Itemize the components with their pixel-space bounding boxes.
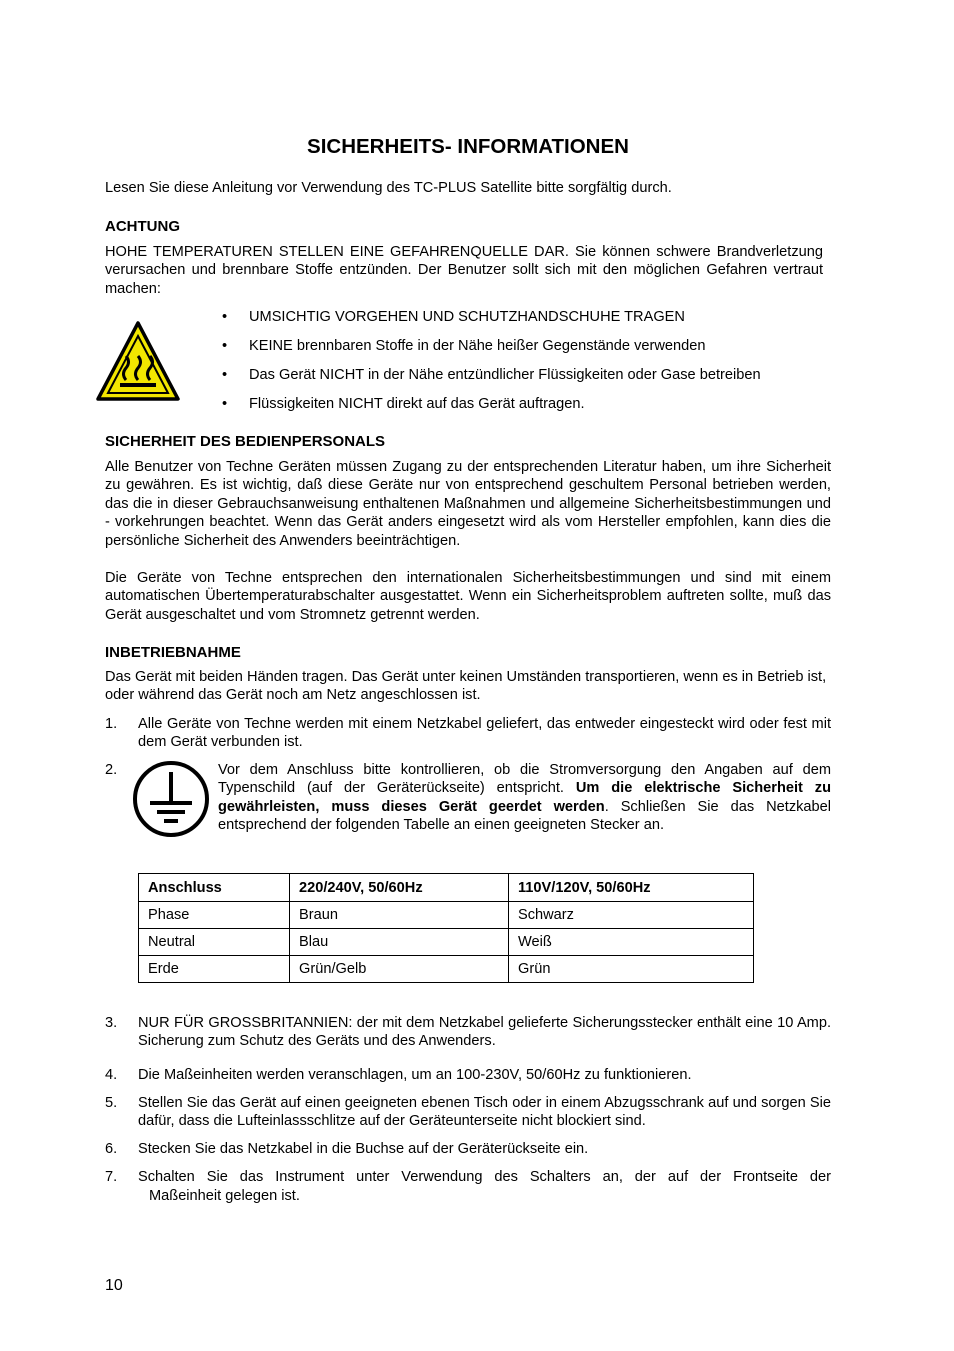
- list-item: Alle Geräte von Techne werden mit einem Netzkabel geliefert, das entweder eingesteckt wird oder fest mit dem Gerät verbunden ist.: [138, 716, 831, 751]
- achtung-bullet: KEINE brennbaren Stoffe in der Nähe heißer Gegenstände verwenden: [249, 338, 706, 354]
- table-header-cell: 220/240V, 50/60Hz: [290, 874, 509, 902]
- grounding-warning-bold: Um die elektrische Sicherheit zu gewährleisten, muss dieses Gerät geerdet werden: [218, 780, 831, 815]
- list-item: Die Maßeinheiten werden veranschlagen, um an 100-230V, 50/60Hz zu funktionieren.: [138, 1067, 692, 1083]
- bullet-marker: •: [222, 309, 228, 325]
- table-row: [139, 956, 754, 983]
- list-item: NUR FÜR GROSSBRITANNIEN: der mit dem Netzkabel gelieferte Sicherungsstecker enthält eine 10 Amp. Sicherung zum Schutz des Geräts und des Anwenders.: [138, 1015, 831, 1050]
- table-cell: Weiß: [509, 929, 754, 956]
- intro-text: Lesen Sie diese Anleitung vor Verwendung des TC-PLUS Satellite bitte sorgfältig durch.: [105, 180, 672, 196]
- list-number: 5.: [105, 1095, 118, 1111]
- list-item-line-1: Schalten Sie das Instrument unter Verwendung des Schalters an, der auf der Frontseite der: [138, 1169, 831, 1185]
- table-cell: Phase: [139, 902, 290, 929]
- list-number: 3.: [105, 1015, 118, 1031]
- connection-table: [138, 873, 754, 983]
- list-number: 1.: [105, 716, 118, 732]
- table-row: [139, 929, 754, 956]
- table-cell: Grün/Gelb: [290, 956, 509, 983]
- personal-paragraph-2: Die Geräte von Techne entsprechen den internationalen Sicherheitsbestimmungen und sind mit einem automatischen Übertemperaturabschalter ausgestattet. Wenn ein Sicherheitsproblem auftreten sollte, muß das Gerät ausgeschaltet und vom Stromnetz getrennt werden.: [105, 570, 831, 623]
- grounding-text: Vor dem Anschluss bitte kontrollieren, ob die Stromversorgung den Angaben auf dem Typenschild (auf der Geräterückseite) entspricht.: [218, 762, 831, 797]
- table-cell: Grün: [509, 956, 754, 983]
- inbetrieb-intro: Das Gerät mit beiden Händen tragen. Das Gerät unter keinen Umständen transportieren, wenn es in Betrieb ist, oder während das Gerät noch am Netz angeschlossen ist.: [105, 669, 827, 704]
- achtung-text: HOHE TEMPERATUREN STELLEN EINE GEFAHRENQUELLE DAR. Sie können schwere Brandverletzung verursachen und brennbare Stoffe entzünden. Der Benutzer sollt sich mit den möglichen Gefahren vertraut machen:: [105, 244, 823, 297]
- earth-ground-icon: [132, 760, 210, 838]
- bullet-marker: •: [222, 396, 228, 412]
- list-item-grounding: [218, 761, 831, 835]
- achtung-bullet: Flüssigkeiten NICHT direkt auf das Gerät auftragen.: [249, 396, 585, 412]
- personal-paragraph-1: Alle Benutzer von Techne Geräten müssen Zugang zu der entsprechenden Literatur haben, um ihre Sicherheit zu gewähren. Es ist wichtig, daß diese Geräte nur von entsprechend geschultem Personal betrieben werden, das die in dieser Gebrauchsanweisung enthaltenen Maßnahmen und allgemeine Sicherheitsbestimmungen und - vorkehrungen beachtet. Wenn das Gerät anders eingesetzt wird als vom Hersteller empfohlen, kann dies die persönliche Sicherheit des Anwenders beeinträchtigen.: [105, 459, 831, 549]
- achtung-bullet: Das Gerät NICHT in der Nähe entzündlicher Flüssigkeiten oder Gase betreiben: [249, 367, 761, 383]
- list-item-line-2: Maßeinheit gelegen ist.: [149, 1188, 300, 1204]
- list-number: 6.: [105, 1141, 118, 1157]
- bullet-marker: •: [222, 338, 228, 354]
- table-cell: Erde: [139, 956, 290, 983]
- grounding-text-end: . Schließen Sie das Netzkabel entsprechend der folgenden Tabelle an einen geeigneten Stecker an.: [218, 798, 831, 834]
- list-item: Stellen Sie das Gerät auf einen geeigneten ebenen Tisch oder in einem Abzugsschrank auf und sorgen Sie dafür, dass die Lufteinlassschlitze auf der Geräteunterseite nicht blockiert sind.: [138, 1095, 831, 1130]
- table-row: [139, 902, 754, 929]
- table-cell: Braun: [290, 902, 509, 929]
- table-cell: Schwarz: [509, 902, 754, 929]
- achtung-bullet: UMSICHTIG VORGEHEN UND SCHUTZHANDSCHUHE TRAGEN: [249, 309, 685, 325]
- page-number: 10: [105, 1277, 123, 1294]
- page-title: SICHERHEITS- INFORMATIONEN: [307, 135, 629, 158]
- list-number: 7.: [105, 1169, 118, 1185]
- achtung-heading: ACHTUNG: [105, 218, 180, 235]
- hot-surface-warning-icon: [96, 320, 180, 402]
- personal-heading: SICHERHEIT DES BEDIENPERSONALS: [105, 433, 386, 450]
- table-header-cell: 110V/120V, 50/60Hz: [509, 874, 754, 902]
- bullet-marker: •: [222, 367, 228, 383]
- list-number: 4.: [105, 1067, 118, 1083]
- table-header-cell: Anschluss: [139, 874, 290, 902]
- table-header-row: [139, 874, 754, 902]
- table-cell: Blau: [290, 929, 509, 956]
- table-cell: Neutral: [139, 929, 290, 956]
- list-item: Stecken Sie das Netzkabel in die Buchse auf der Geräterückseite ein.: [138, 1141, 589, 1157]
- list-number: 2.: [105, 762, 118, 778]
- inbetrieb-heading: INBETRIEBNAHME: [105, 644, 241, 661]
